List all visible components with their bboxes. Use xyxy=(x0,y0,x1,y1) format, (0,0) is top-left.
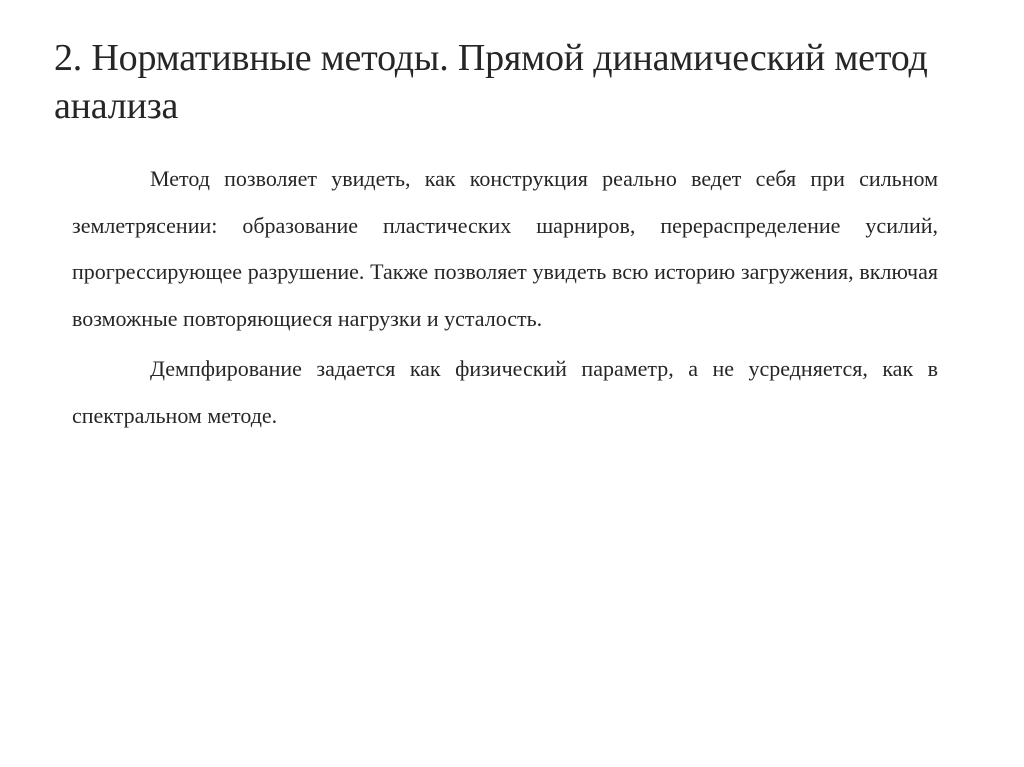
paragraph-method-benefits: Метод позволяет увидеть, как конструкция реально ведет себя при сильном землетрясении: образование пластических шарниров, перераспределение усилий, прогрессирующее разрушение. Также позволяет увидеть всю историю загружения, включая возможные повторяющиеся нагрузки и усталость. xyxy=(72,166,938,331)
slide-body xyxy=(72,156,938,443)
slide-title: 2. Нормативные методы. Прямой динамический метод анализа xyxy=(54,37,928,127)
paragraph-damping: Демпфирование задается как физический параметр, а не усредняется, как в спектральном методе. xyxy=(72,356,938,428)
